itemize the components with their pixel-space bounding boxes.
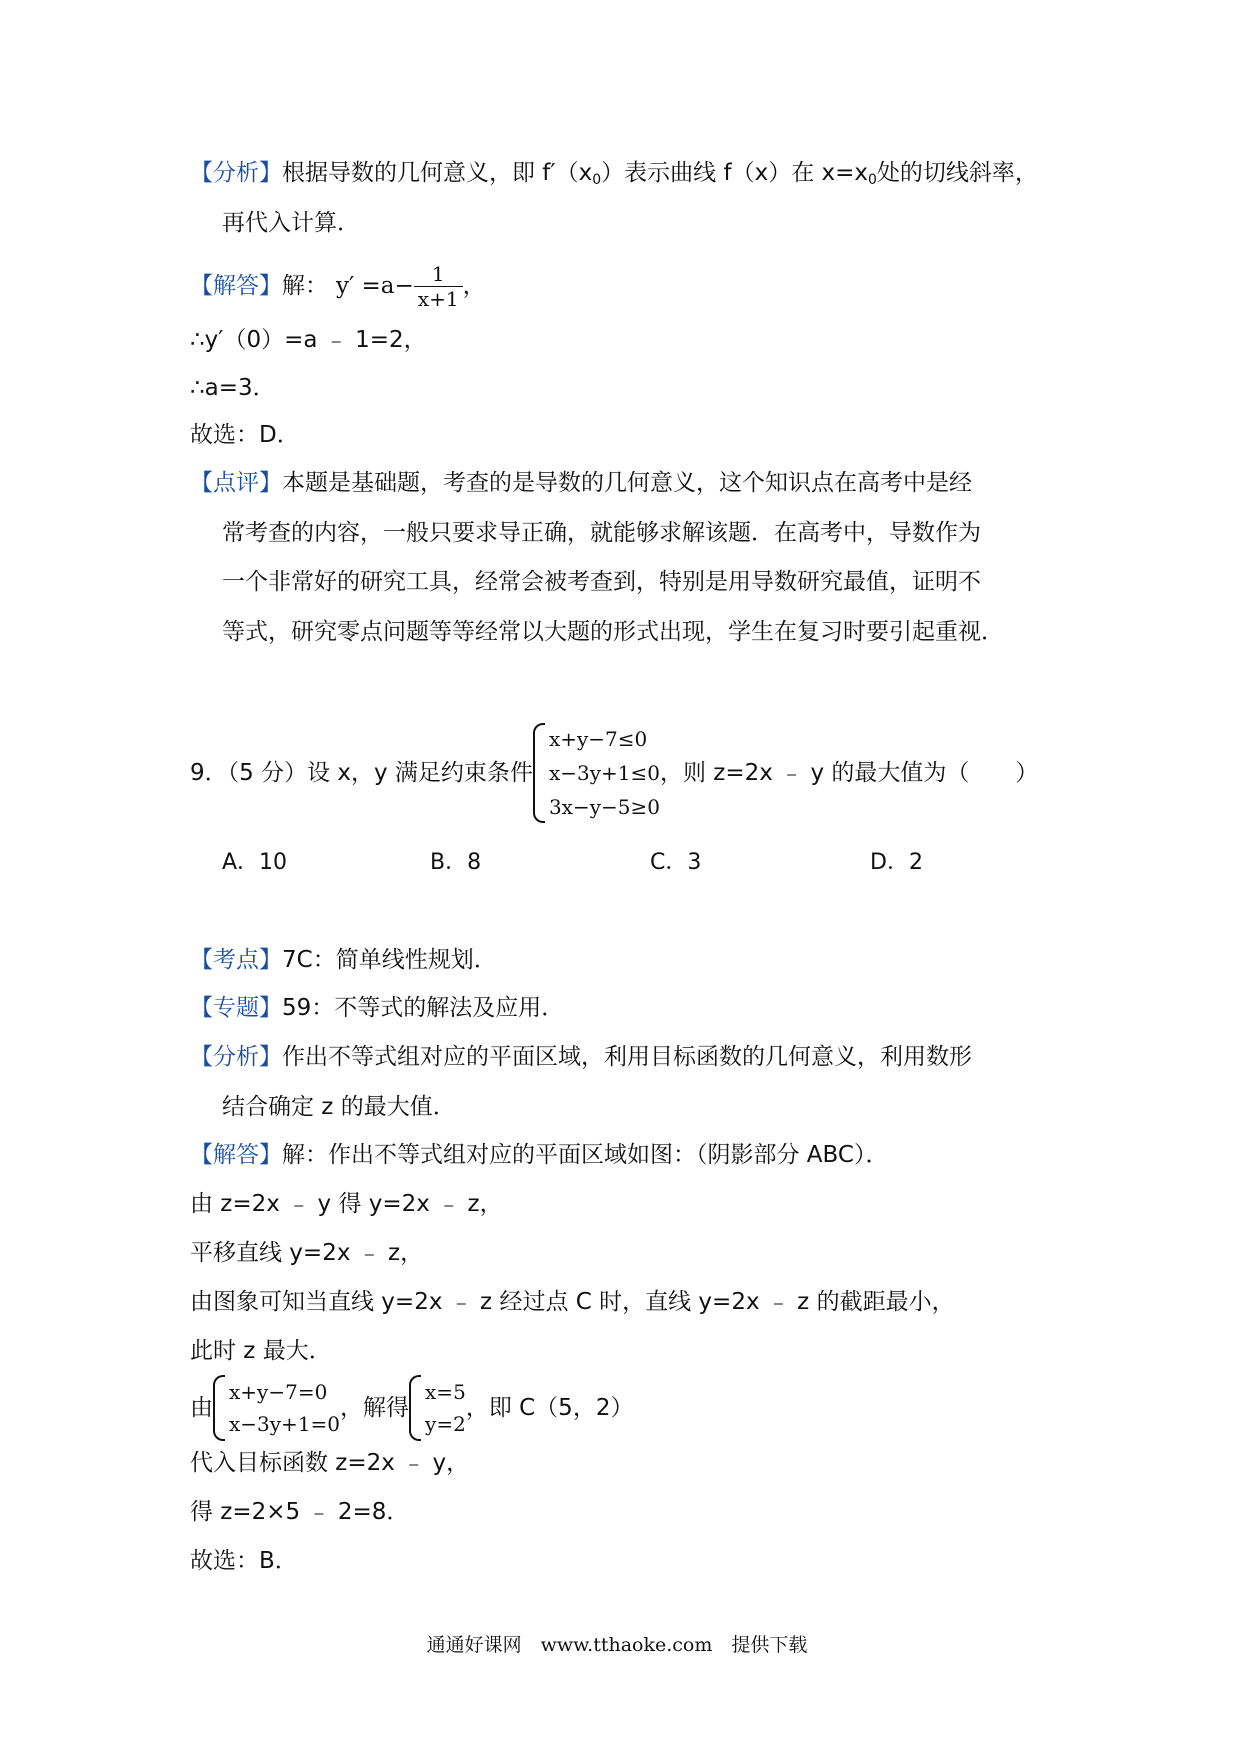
zhuanti-tag: 【专题】 [190,995,282,1021]
comment-tag: 【点评】 [190,470,282,496]
answer9-line-5: 此时 z 最大． [190,1338,332,1364]
zhuanti-line: 【专题】59：不等式的解法及应用． [190,995,565,1021]
comment-line-4: 等式，研究零点问题等等经常以大题的形式出现，学生在复习时要引起重视． [222,619,1004,645]
option-a: A．10 [222,850,288,875]
brace [409,1375,421,1441]
brace [533,723,545,823]
comment-line-3: 一个非常好的研究工具，经常会被考查到，特别是用导数研究最值，证明不 [222,569,981,595]
answer-step-1: ∴y′（0）=a ﹣ 1=2， [190,327,427,353]
option-b: B．8 [430,850,482,875]
question-prefix: 9．（5 分）设 x，y 满足约束条件 [190,760,533,786]
constraint-1: x+y−7≤0 [548,727,648,751]
answer-choice: 故选：D． [190,422,300,448]
brace [213,1375,225,1441]
analysis-tag: 【分析】 [190,160,282,186]
constraint-system [533,722,660,824]
page-footer: 通通好课网 www.tthaoke.com 提供下载 [426,1634,808,1656]
answer9-line-4: 由图象可知当直线 y=2x ﹣ z 经过点 C 时，直线 y=2x ﹣ z 的截距最小， [190,1289,955,1315]
answer9-line-1: 【解答】解：作出不等式组对应的平面区域如图：（阴影部分 ABC）． [190,1142,889,1168]
kaodian-line: 【考点】7C：简单线性规划． [190,947,497,973]
answer-tag: 【解答】 [190,273,282,299]
option-c: C．3 [650,850,702,875]
equation-2: x−3y+1=0 [229,1412,341,1436]
question-suffix: ，则 z=2x ﹣ y 的最大值为（ ） [659,760,1039,786]
fraction: $\frac{1}{x+1}$ [414,262,463,311]
answer9-tag: 【解答】 [190,1142,282,1168]
answer9-line-2: 由 z=2x ﹣ y 得 y=2x ﹣ z， [190,1191,503,1217]
answer9-system-line: 由 x+y−7=0 x−3y+1=0 ，解得 x=5 y=2 ，即 C（5，2） [190,1370,633,1446]
analysis9-line-2: 结合确定 z 的最大值． [222,1094,456,1120]
answer-step-2: ∴a=3． [190,375,276,401]
answer9-line-7: 代入目标函数 z=2x ﹣ y， [190,1450,470,1476]
answer9-choice: 故选：B． [190,1548,298,1574]
answer9-line-3: 平移直线 y=2x ﹣ z， [190,1240,424,1266]
question-9 [190,718,1038,828]
analysis9-tag: 【分析】 [190,1044,282,1070]
option-d: D．2 [870,850,923,875]
comment-line-2: 常考查的内容，一般只要求导正确，就能够求解该题．在高考中，导数作为 [222,520,981,546]
solution-y: y=2 [425,1412,466,1436]
analysis9-line-1: 【分析】作出不等式组对应的平面区域，利用目标函数的几何意义，利用数形 [190,1044,972,1070]
constraint-3: 3x−y−5≥0 [548,795,660,819]
answer9-line-8: 得 z=2×5 ﹣ 2=8． [190,1499,410,1525]
analysis-line-2: 再代入计算． [222,210,360,236]
solution-system [409,1375,466,1441]
equation-1: x+y−7=0 [229,1380,328,1404]
comment-line-1: 【点评】本题是基础题，考查的是导数的几何意义，这个知识点在高考中是经 [190,470,972,496]
kaodian-tag: 【考点】 [190,947,282,973]
constraint-2: x−3y+1≤0 [548,761,660,785]
answer-line-1: 【解答】 解： y′ =a− $\frac{1}{x+1}$ ， [190,261,486,311]
analysis-line-1: 【分析】根据导数的几何意义，即 $f'(x_0)$表示曲线 f（x）在 $x=x_0$处的切线斜率， [190,160,1038,188]
solution-x: x=5 [425,1380,466,1404]
equation-system [213,1375,340,1441]
